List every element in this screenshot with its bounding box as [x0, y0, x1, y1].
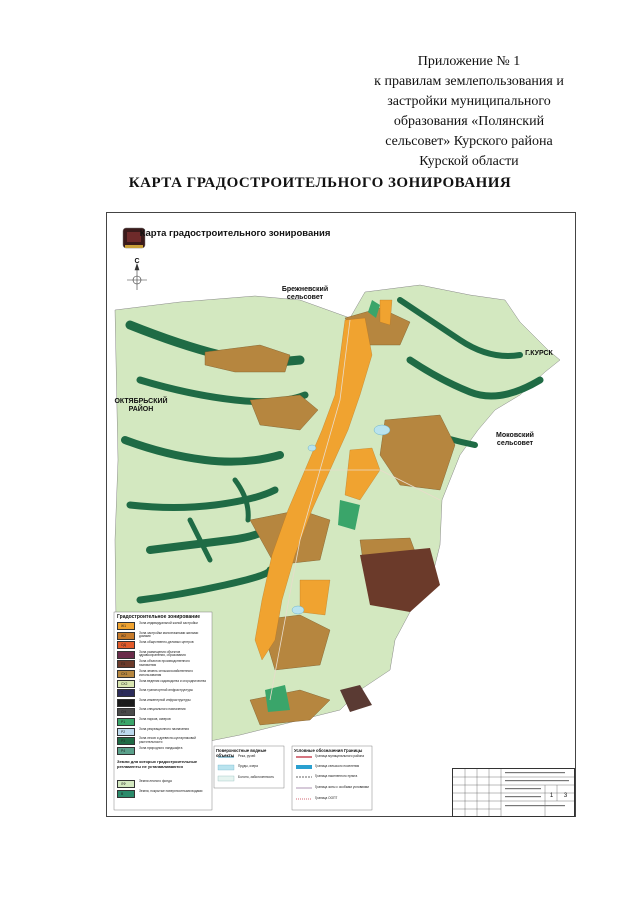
- legend-label: Зона размещения объектов здравоохранения, образования: [139, 649, 186, 658]
- legend-code: П1: [121, 662, 126, 667]
- stamp-sheet-number: 1: [549, 793, 554, 799]
- appendix-line: застройки муниципального: [387, 94, 551, 109]
- legend-swatch: [117, 708, 135, 716]
- legend-border-item: Граница сельского поселения: [315, 764, 360, 768]
- legend-label: Зона застройки малоэтажными жилыми домами: [139, 630, 199, 639]
- north-arrow-icon: [127, 264, 147, 290]
- legend-swatch: [117, 737, 135, 745]
- legend-code: В: [121, 792, 124, 796]
- appendix-line: к правилам землепользования и: [374, 74, 564, 89]
- legend-label: Зона лесов и древесно-кустарниковой растительности: [139, 736, 196, 744]
- legend-pond-swatch: [218, 765, 234, 770]
- legend-water-heading: Поверхностные водные объекты: [216, 748, 267, 758]
- legend-label: Зона природного ландшафта: [139, 745, 183, 750]
- legend-border-item: Граница муниципального района: [315, 754, 365, 758]
- legend-item: [117, 660, 209, 667]
- legend-label: Зона общественно-деловых центров: [139, 640, 194, 645]
- legend-swatch: [117, 670, 135, 678]
- legend-subheading: Земли для которых градостроительные регламенты не устанавливаются: [117, 759, 198, 769]
- legend-item: [117, 747, 209, 754]
- industrial-zone: [360, 548, 440, 612]
- legend-label: Зона индивидуальной жилой застройки: [139, 621, 198, 625]
- legend-water-item: Река, ручей: [238, 754, 256, 758]
- appendix-line: Приложение № 1: [417, 54, 521, 69]
- legend-code: Ж2: [121, 633, 127, 638]
- legend-item: [117, 780, 209, 787]
- document-title: КАРТА ГРАДОСТРОИТЕЛЬНОГО ЗОНИРОВАНИЯ: [128, 175, 512, 191]
- map-title: Карта градостроительного зонирования: [139, 228, 331, 239]
- stamp-sheet-count: 3: [563, 793, 568, 799]
- legend-label: Зона земель сельскохозяйственного использования: [139, 669, 194, 677]
- legend-item: [117, 670, 209, 677]
- legend-label: Земли лесного фонда: [139, 779, 172, 783]
- appendix-line: Курской области: [419, 154, 519, 169]
- legend-code: Р1: [121, 720, 126, 724]
- legend-code: СН: [121, 710, 126, 715]
- legend-swatch: [117, 651, 135, 659]
- label-brezhnevsky: Брежневский сельсовет: [281, 286, 329, 301]
- legend-label: Земли, покрытые поверхностными водами: [139, 789, 203, 793]
- legend-code: Ж1: [121, 624, 127, 628]
- compass-letter: С: [134, 258, 140, 265]
- legend-item: [117, 632, 209, 639]
- legend-swatch: [117, 790, 135, 798]
- legend-item: [117, 680, 209, 687]
- legend-code: Т: [121, 691, 124, 696]
- legend-swamp-swatch: [218, 776, 234, 781]
- legend-code: Р3: [121, 739, 126, 744]
- legend-water-item: Болото, заболоченность: [238, 775, 275, 779]
- legend-swatch: [117, 699, 135, 707]
- industrial-zone-south: [340, 685, 372, 712]
- legend-code: И: [121, 700, 124, 705]
- legend-item: [117, 790, 209, 797]
- legend-code: Р2: [121, 729, 126, 734]
- legend-swatch: [117, 780, 135, 788]
- label-kursk: Г.КУРСК: [525, 350, 553, 357]
- legend-item: [117, 651, 209, 658]
- label-oktyabrsky: ОКТЯБРЬСКИЙ РАЙОН: [114, 398, 168, 413]
- legend-code: ЛФ: [121, 782, 126, 786]
- legend-item: [117, 699, 209, 706]
- legend-label: Зона специального назначения: [139, 707, 186, 712]
- legend-swatch: [117, 718, 135, 726]
- legend-border-item: Граница зоны с особыми условиями: [315, 785, 369, 789]
- legend-item: [117, 737, 209, 744]
- legend-label: Зона транспортной инфраструктуры: [139, 688, 193, 693]
- legend-label: Зона парков, скверов: [139, 717, 171, 721]
- legend-heading: Градостроительное зонирование: [117, 614, 201, 620]
- legend-code: СХ1: [121, 672, 128, 676]
- legend-label: Зона ведения садоводства и огородничества: [139, 678, 206, 683]
- appendix-line: образования «Полянский: [393, 114, 545, 129]
- legend-swatch: [117, 689, 135, 697]
- legend-item: [117, 689, 209, 696]
- legend-water-item: Пруды, озера: [238, 764, 258, 768]
- legend-swatch: [117, 641, 135, 649]
- legend-item: [117, 708, 209, 715]
- legend-code: СХ2: [121, 681, 128, 686]
- legend-label: Зона рекреационного назначения: [139, 726, 189, 731]
- legend-label: Зона инженерной инфраструктуры: [139, 697, 191, 702]
- legend-item: [117, 641, 209, 648]
- legend-borders-heading: Условные обозначения Границы: [294, 748, 363, 753]
- legend-swatch: [117, 660, 135, 668]
- legend-item: [117, 728, 209, 735]
- legend-settlement-border: [296, 765, 312, 769]
- legend-swatch: [117, 632, 135, 640]
- appendix-line: сельсовет» Курского района: [385, 134, 553, 149]
- legend-item: [117, 718, 209, 725]
- legend-item: [117, 622, 209, 629]
- legend-code: ОД: [121, 643, 126, 648]
- legend-border-item: Граница населенного пункта: [315, 774, 358, 778]
- legend-code: Р4: [121, 748, 126, 753]
- label-mokovsky: Моковский сельсовет: [496, 432, 534, 447]
- legend-swatch: [117, 747, 135, 755]
- legend-swatch: [117, 728, 135, 736]
- legend-swatch: [117, 680, 135, 688]
- legend-swatch: [117, 622, 135, 630]
- legend-label: Зона объектов производственного назначения: [139, 659, 190, 667]
- legend-border-item: Граница ООПТ: [315, 796, 338, 800]
- title-block-stamp: [452, 768, 575, 817]
